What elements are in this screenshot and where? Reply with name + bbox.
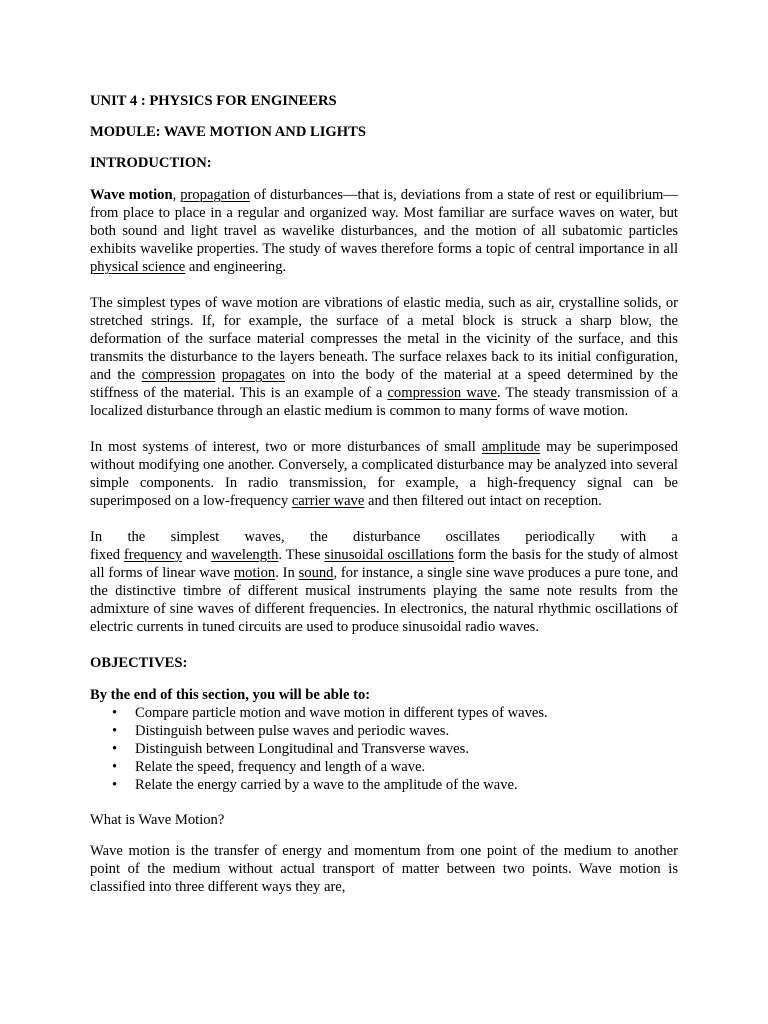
link-compression-wave[interactable]: compression wave	[387, 385, 498, 401]
word: the	[127, 529, 146, 545]
text-fragment: The simplest types of wave motion are vibrations of elastic media, such as air, crystalline solids, or stretched strings. If, for example, the surface of a metal block is struck a sharp blow, the deformation of the surface material compresses the metal in the vicinity of the surface, and this transmits the disturbance to the layers beneath. The surface relaxes back to its initial configuration, and the	[90, 295, 678, 383]
bullet-icon: •	[112, 777, 118, 793]
text-fragment: . The steady transmission of a localized disturbance through an elastic medium is common to many forms of wave motion.	[90, 385, 678, 419]
paragraph-first-line	[90, 528, 678, 546]
link-sinusoidal-oscillations[interactable]: sinusoidal oscillations	[324, 547, 454, 563]
word: In	[90, 529, 103, 545]
paragraph-remaining-lines	[90, 546, 678, 636]
list-item	[112, 704, 678, 722]
link-amplitude[interactable]: amplitude	[481, 439, 541, 455]
list-item	[112, 758, 678, 776]
link-physical-science[interactable]: physical science	[90, 259, 186, 275]
link-propagates[interactable]: propagates	[221, 367, 285, 383]
term-wave-motion: Wave motion	[90, 187, 173, 203]
bullet-icon: •	[112, 741, 118, 757]
list-item	[112, 740, 678, 758]
section-question-heading: What is Wave Motion?	[90, 812, 225, 828]
paragraph-sinusoidal	[90, 528, 678, 636]
word: a	[671, 529, 678, 545]
link-wavelength[interactable]: wavelength	[211, 547, 279, 563]
objectives-lead: By the end of this section, you will be able to:	[90, 687, 371, 703]
link-propagation[interactable]: propagation	[180, 187, 250, 203]
introduction-heading: INTRODUCTION:	[90, 155, 212, 171]
link-motion[interactable]: motion	[233, 565, 276, 581]
text-fragment: ,	[172, 187, 181, 203]
list-item-text: Distinguish between pulse waves and periodic waves.	[135, 723, 450, 739]
text-fragment: fixed	[90, 547, 124, 563]
text-fragment: , for instance, a single sine wave produces a pure tone, and the distinctive timbre of different musical instruments playing the same note results from the admixture of sine waves of different frequencies. In electronics, the natural rhythmic oscillations of electric currents in tuned circuits are used to produce sinusoidal radio waves.	[90, 565, 679, 635]
word: the	[309, 529, 328, 545]
text-fragment: may be superimposed without modifying one another. Conversely, a complicated disturbance may be analyzed into several simple components. In radio transmission, for example, a high-frequency signal can be superimposed on a low-frequency	[90, 439, 678, 509]
bullet-icon: •	[112, 759, 118, 775]
list-item	[112, 722, 678, 740]
text-fragment: and engineering.	[185, 259, 287, 275]
paragraph-wave-motion-transfer: Wave motion is the transfer of energy and momentum from one point of the medium to another point of the medium without actual transport of matter between two points. Wave motion is classified into three different ways they are,	[90, 843, 678, 895]
text-fragment: of disturbances—that is, deviations from a state of rest or equilibrium—from place to place in a regular and organized way. Most familiar are surface waves on water, but both sound and light travel as wavelike disturbances, and the motion of all subatomic particles exhibits wavelike properties. The study of waves therefore forms a topic of central importance in all	[90, 187, 678, 257]
unit-title: UNIT 4 : PHYSICS FOR ENGINEERS	[90, 93, 337, 109]
text-fragment: and	[182, 547, 212, 563]
objectives-heading: OBJECTIVES:	[90, 655, 188, 671]
link-sound[interactable]: sound	[298, 565, 334, 581]
word: periodically	[525, 529, 595, 545]
paragraph-wave-motion-definition	[90, 186, 678, 276]
list-item-text: Distinguish between Longitudinal and Transverse waves.	[135, 741, 469, 757]
paragraph-superposition	[90, 438, 678, 510]
bullet-icon: •	[112, 705, 118, 721]
module-title: MODULE: WAVE MOTION AND LIGHTS	[90, 124, 366, 140]
word: with	[620, 529, 647, 545]
text-fragment: and then filtered out intact on reception.	[364, 493, 602, 509]
objectives-list	[90, 704, 678, 794]
link-frequency[interactable]: frequency	[123, 547, 183, 563]
link-carrier-wave[interactable]: carrier wave	[291, 493, 365, 509]
link-compression[interactable]: compression	[141, 367, 216, 383]
word: waves,	[244, 529, 285, 545]
paragraph-elastic-media	[90, 294, 678, 420]
list-item-text: Relate the energy carried by a wave to the amplitude of the wave.	[135, 777, 518, 793]
list-item-text: Compare particle motion and wave motion in different types of waves.	[135, 705, 548, 721]
text-fragment: on into the body of the material at a speed determined by the stiffness of the material. This is an example of a	[90, 367, 678, 401]
text-fragment: . In	[275, 565, 299, 581]
word: disturbance	[353, 529, 421, 545]
word: simplest	[170, 529, 220, 545]
bullet-icon: •	[112, 723, 118, 739]
list-item	[112, 776, 678, 794]
text-fragment: form the basis for the study of almost all forms of linear wave	[90, 547, 678, 581]
text-fragment: In most systems of interest, two or more disturbances of small	[90, 439, 482, 455]
text-fragment: . These	[278, 547, 325, 563]
word: oscillates	[445, 529, 500, 545]
list-item-text: Relate the speed, frequency and length of a wave.	[135, 759, 426, 775]
